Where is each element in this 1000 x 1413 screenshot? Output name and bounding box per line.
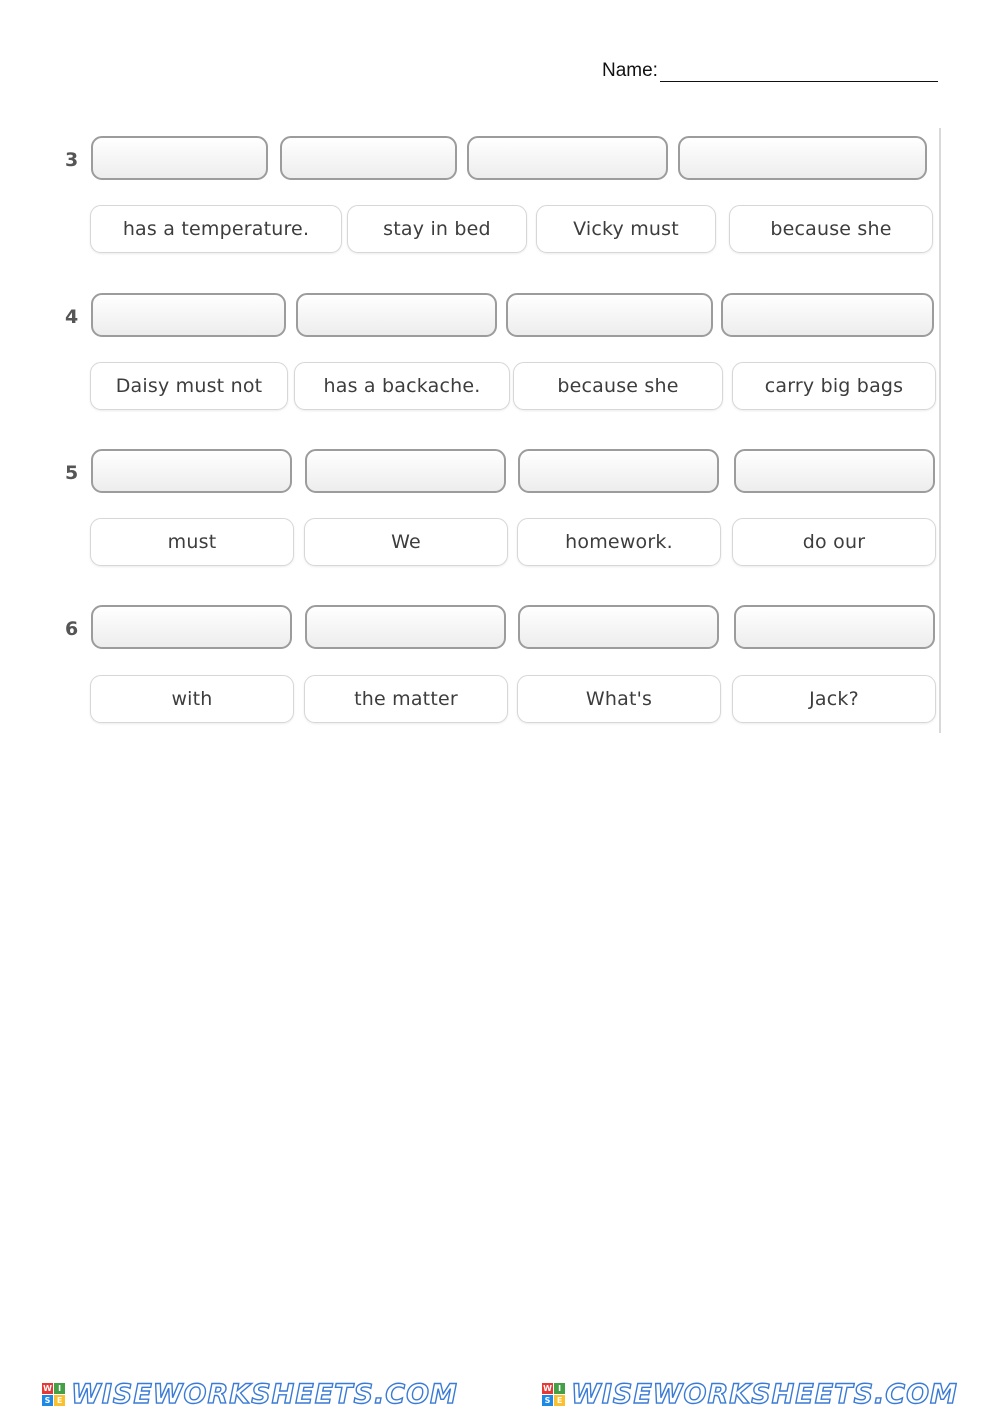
answer-slot[interactable]	[91, 605, 292, 649]
answer-slot[interactable]	[305, 449, 506, 493]
question-number-3: 3	[65, 149, 79, 171]
word-tile[interactable]: We	[304, 518, 508, 566]
word-tile[interactable]: Daisy must not	[90, 362, 288, 410]
word-tile[interactable]: because she	[513, 362, 723, 410]
word-tile[interactable]: Jack?	[732, 675, 936, 723]
word-tile[interactable]: carry big bags	[732, 362, 936, 410]
footer-branding	[0, 1376, 1000, 1413]
answer-slot[interactable]	[518, 449, 719, 493]
word-tile[interactable]: What's	[517, 675, 721, 723]
answer-slot[interactable]	[91, 449, 292, 493]
answer-slot[interactable]	[518, 605, 719, 649]
question-number-4: 4	[65, 306, 79, 328]
brand-logo	[542, 1379, 958, 1410]
word-tile[interactable]: has a temperature.	[90, 205, 342, 253]
question-number-5: 5	[65, 462, 79, 484]
word-tile[interactable]: Vicky must	[536, 205, 716, 253]
answer-slot[interactable]	[91, 136, 268, 180]
name-label: Name:	[602, 60, 658, 81]
word-tile[interactable]: stay in bed	[347, 205, 527, 253]
answer-slot[interactable]	[280, 136, 457, 180]
answer-slot[interactable]	[678, 136, 927, 180]
answer-slot[interactable]	[734, 605, 935, 649]
word-tile[interactable]: because she	[729, 205, 933, 253]
word-tile[interactable]: has a backache.	[294, 362, 510, 410]
answer-slot[interactable]	[467, 136, 668, 180]
word-tile[interactable]: homework.	[517, 518, 721, 566]
brand-mark-icon: W I S E	[42, 1383, 65, 1406]
brand-text: WISEWORKSHEETS.COM	[571, 1379, 958, 1410]
answer-slot[interactable]	[296, 293, 497, 337]
word-tile[interactable]: do our	[732, 518, 936, 566]
brand-mark-icon: W I S E	[542, 1383, 565, 1406]
word-tile[interactable]: with	[90, 675, 294, 723]
name-blank-line[interactable]	[660, 61, 938, 82]
word-tile[interactable]: must	[90, 518, 294, 566]
answer-slot[interactable]	[91, 293, 286, 337]
right-divider	[939, 128, 941, 733]
answer-slot[interactable]	[506, 293, 713, 337]
word-tile[interactable]: the matter	[304, 675, 508, 723]
question-number-6: 6	[65, 618, 79, 640]
brand-logo	[42, 1379, 458, 1410]
answer-slot[interactable]	[305, 605, 506, 649]
brand-text: WISEWORKSHEETS.COM	[71, 1379, 458, 1410]
answer-slot[interactable]	[721, 293, 934, 337]
answer-slot[interactable]	[734, 449, 935, 493]
name-field	[602, 60, 938, 82]
